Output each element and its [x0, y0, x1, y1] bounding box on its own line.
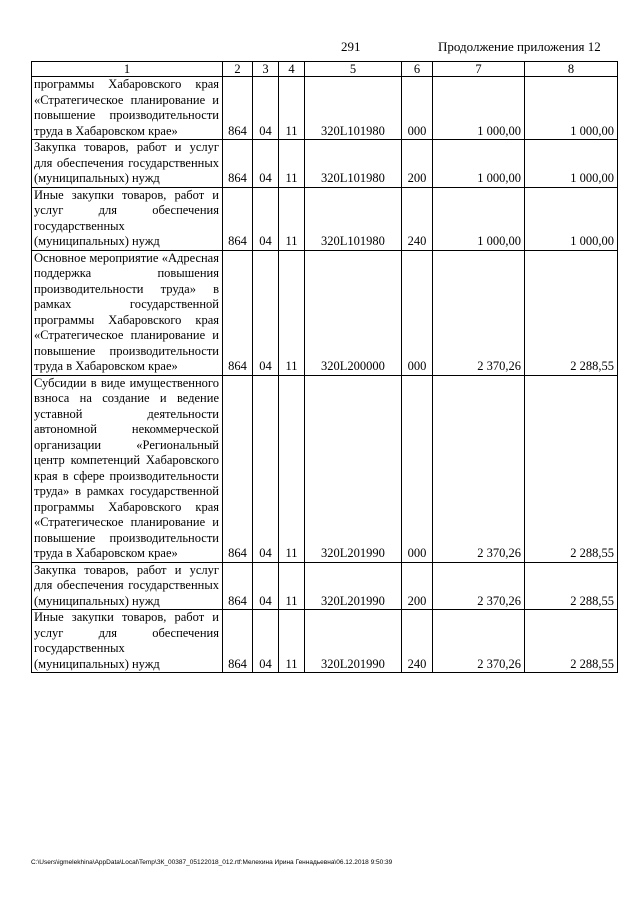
table-row — [32, 610, 618, 673]
cell-expense-type: 200 — [402, 562, 433, 610]
cell-section: 04 — [253, 375, 279, 562]
cell-section: 04 — [253, 250, 279, 375]
column-header: 5 — [305, 62, 402, 77]
cell-amount-1: 1 000,00 — [433, 77, 525, 140]
row-name: Закупка товаров, работ и услуг для обеспечения государственных (муниципальных) нужд — [32, 562, 223, 610]
table-row — [32, 250, 618, 375]
cell-subsection: 11 — [279, 77, 305, 140]
cell-section: 04 — [253, 187, 279, 250]
table-row — [32, 77, 618, 140]
cell-subsection: 11 — [279, 140, 305, 188]
cell-section: 04 — [253, 140, 279, 188]
column-header: 1 — [32, 62, 223, 77]
cell-amount-1: 1 000,00 — [433, 187, 525, 250]
row-name: Иные закупки товаров, работ и услуг для обеспечения государственных (муниципальных) нужд — [32, 187, 223, 250]
cell-amount-1: 2 370,26 — [433, 610, 525, 673]
cell-ministry-code: 864 — [223, 375, 253, 562]
cell-target-article: 320L200000 — [305, 250, 402, 375]
cell-subsection: 11 — [279, 610, 305, 673]
row-name: Иные закупки товаров, работ и услуг для обеспечения государственных (муниципальных) нужд — [32, 610, 223, 673]
cell-amount-1: 2 370,26 — [433, 250, 525, 375]
cell-ministry-code: 864 — [223, 187, 253, 250]
cell-amount-2: 2 288,55 — [525, 610, 618, 673]
cell-section: 04 — [253, 562, 279, 610]
cell-expense-type: 000 — [402, 250, 433, 375]
column-header: 4 — [279, 62, 305, 77]
cell-expense-type: 000 — [402, 77, 433, 140]
table-row — [32, 375, 618, 562]
column-header: 3 — [253, 62, 279, 77]
cell-section: 04 — [253, 610, 279, 673]
row-name: Субсидии в виде имущественного взноса на создание и ведение уставной деятельности автономной некоммерческой организации «Региональный центр компетенций Хабаровского края в сфере производительности труда» в рамках государственной программы Хабаровского края «Стратегическое планирование и повышение производительности труда в Хабаровском крае» — [32, 375, 223, 562]
column-header: 7 — [433, 62, 525, 77]
cell-ministry-code: 864 — [223, 77, 253, 140]
cell-amount-1: 2 370,26 — [433, 375, 525, 562]
row-name: программы Хабаровского края «Стратегическое планирование и повышение производительности труда в Хабаровском крае» — [32, 77, 223, 140]
cell-subsection: 11 — [279, 562, 305, 610]
cell-subsection: 11 — [279, 375, 305, 562]
cell-amount-1: 1 000,00 — [433, 140, 525, 188]
cell-target-article: 320L201990 — [305, 375, 402, 562]
column-header: 2 — [223, 62, 253, 77]
cell-target-article: 320L201990 — [305, 610, 402, 673]
cell-subsection: 11 — [279, 250, 305, 375]
column-header: 6 — [402, 62, 433, 77]
cell-target-article: 320L101980 — [305, 77, 402, 140]
row-name: Закупка товаров, работ и услуг для обеспечения государственных (муниципальных) нужд — [32, 140, 223, 188]
cell-section: 04 — [253, 77, 279, 140]
cell-expense-type: 000 — [402, 375, 433, 562]
cell-expense-type: 200 — [402, 140, 433, 188]
cell-amount-2: 1 000,00 — [525, 187, 618, 250]
budget-table — [31, 61, 618, 673]
continuation-label: Продолжение приложения 12 — [438, 39, 601, 54]
cell-target-article: 320L201990 — [305, 562, 402, 610]
cell-subsection: 11 — [279, 187, 305, 250]
cell-amount-1: 2 370,26 — [433, 562, 525, 610]
table-header-row — [32, 62, 618, 77]
table-row — [32, 187, 618, 250]
cell-target-article: 320L101980 — [305, 187, 402, 250]
cell-ministry-code: 864 — [223, 250, 253, 375]
cell-expense-type: 240 — [402, 610, 433, 673]
cell-ministry-code: 864 — [223, 562, 253, 610]
cell-amount-2: 1 000,00 — [525, 77, 618, 140]
cell-ministry-code: 864 — [223, 140, 253, 188]
table-row — [32, 140, 618, 188]
cell-target-article: 320L101980 — [305, 140, 402, 188]
cell-amount-2: 2 288,55 — [525, 250, 618, 375]
page-number: 291 — [341, 39, 361, 54]
cell-ministry-code: 864 — [223, 610, 253, 673]
cell-amount-2: 2 288,55 — [525, 562, 618, 610]
cell-amount-2: 1 000,00 — [525, 140, 618, 188]
table-row — [32, 562, 618, 610]
cell-amount-2: 2 288,55 — [525, 375, 618, 562]
column-header: 8 — [525, 62, 618, 77]
row-name: Основное мероприятие «Адресная поддержка повышения производительности труда» в рамках государственной программы Хабаровского края «Стратегическое планирование и повышение производительности труда в Хабаровском крае» — [32, 250, 223, 375]
footer-file-path: C:\Users\igmelekhina\AppData\Local\Temp\ЗК_00387_05122018_012.rtf:Мелехина Ирина Геннадьевна\06.12.2018 9:50:39 — [31, 859, 393, 866]
cell-expense-type: 240 — [402, 187, 433, 250]
